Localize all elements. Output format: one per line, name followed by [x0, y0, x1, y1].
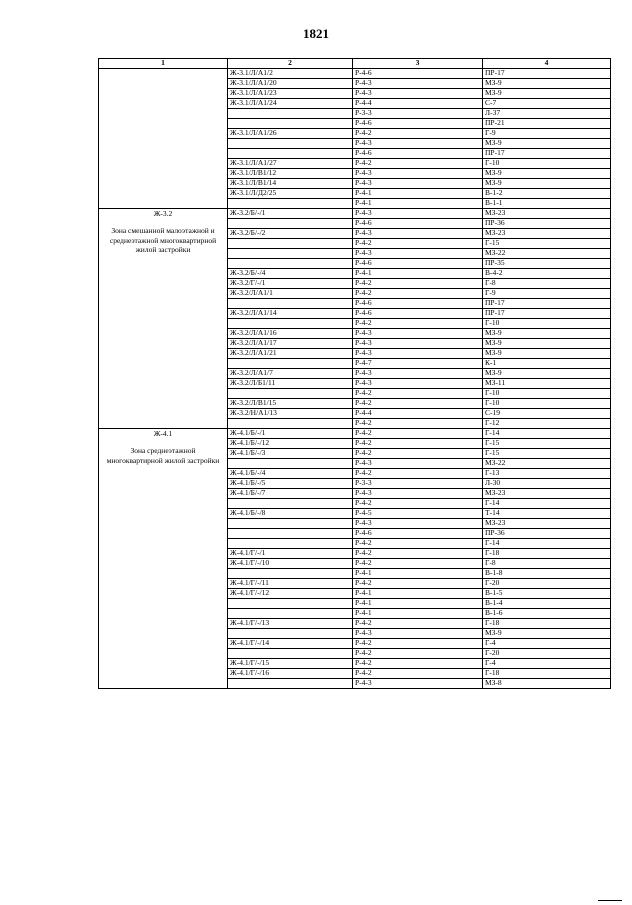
regulation-code-cell: Р-4-3 [353, 379, 483, 389]
object-code-cell: Г-20 [483, 579, 611, 589]
regulation-code-cell: Р-3-3 [353, 479, 483, 489]
territory-code-cell [228, 459, 353, 469]
page-number: 1821 [303, 26, 329, 41]
object-code-cell: С-7 [483, 99, 611, 109]
page-edge-mark [598, 900, 622, 901]
object-code-cell: МЗ-23 [483, 489, 611, 499]
regulation-code-cell: Р-4-3 [353, 629, 483, 639]
regulation-code-cell: Р-4-6 [353, 119, 483, 129]
territory-code-cell: Ж-4.1/Б/-/3 [228, 449, 353, 459]
regulation-code-cell: Р-4-2 [353, 649, 483, 659]
regulation-code-cell: Р-4-2 [353, 429, 483, 439]
regulation-code-cell: Р-4-3 [353, 349, 483, 359]
territory-code-cell: Ж-4.1/Г/-/13 [228, 619, 353, 629]
territory-code-cell: Ж-3.1/Л/А1/26 [228, 129, 353, 139]
zone-code: Ж-3.2 [153, 209, 173, 218]
object-code-cell: ПР-21 [483, 119, 611, 129]
object-code-cell: МЗ-9 [483, 369, 611, 379]
regulation-code-cell: Р-4-6 [353, 299, 483, 309]
territory-code-cell: Ж-3.2/Л/А1/14 [228, 309, 353, 319]
object-code-cell: ПР-17 [483, 299, 611, 309]
regulation-code-cell: Р-4-3 [353, 179, 483, 189]
regulation-code-cell: Р-4-1 [353, 189, 483, 199]
regulation-code-cell: Р-4-3 [353, 459, 483, 469]
object-code-cell: Г-14 [483, 539, 611, 549]
regulation-code-cell: Р-4-2 [353, 499, 483, 509]
territory-code-cell: Ж-3.1/Л/В1/12 [228, 169, 353, 179]
object-code-cell: С-19 [483, 409, 611, 419]
territory-code-cell [228, 219, 353, 229]
regulation-code-cell: Р-4-2 [353, 559, 483, 569]
object-code-cell: Г-15 [483, 439, 611, 449]
object-code-cell: К-1 [483, 359, 611, 369]
territory-code-cell: Ж-4.1/Г/-/16 [228, 669, 353, 679]
regulation-code-cell: Р-4-3 [353, 679, 483, 689]
territory-code-cell: Ж-3.1/Л/В1/14 [228, 179, 353, 189]
territory-code-cell: Ж-3.2/Б/-/2 [228, 229, 353, 239]
object-code-cell: Л-30 [483, 479, 611, 489]
territory-code-cell: Ж-3.1/Л/А1/2 [228, 69, 353, 79]
regulation-code-cell: Р-4-2 [353, 399, 483, 409]
object-code-cell: Г-18 [483, 549, 611, 559]
territory-code-cell: Ж-4.1/Г/-/1 [228, 549, 353, 559]
regulation-code-cell: Р-4-6 [353, 529, 483, 539]
territory-code-cell [228, 419, 353, 429]
regulation-code-cell: Р-4-2 [353, 449, 483, 459]
territory-code-cell: Ж-3.2/Л/А1/1 [228, 289, 353, 299]
territory-code-cell: Ж-4.1/Г/-/10 [228, 559, 353, 569]
regulation-code-cell: Р-4-6 [353, 149, 483, 159]
territory-code-cell [228, 539, 353, 549]
regulation-code-cell: Р-4-1 [353, 569, 483, 579]
regulation-code-cell: Р-4-2 [353, 659, 483, 669]
regulation-code-cell: Р-4-3 [353, 169, 483, 179]
territory-code-cell: Ж-4.1/Б/-/7 [228, 489, 353, 499]
table-row [99, 209, 611, 219]
territory-code-cell: Ж-4.1/Г/-/15 [228, 659, 353, 669]
regulation-code-cell: Р-4-2 [353, 159, 483, 169]
regulation-code-cell: Р-4-2 [353, 579, 483, 589]
object-code-cell: МЗ-9 [483, 329, 611, 339]
zone-description: Зона смешанной малоэтажной и среднеэтажной многоквартирной жилой застройки [109, 226, 217, 254]
object-code-cell: МЗ-9 [483, 169, 611, 179]
zone-cell [99, 209, 228, 429]
territory-code-cell [228, 259, 353, 269]
territory-code-cell [228, 139, 353, 149]
object-code-cell: Т-14 [483, 509, 611, 519]
object-code-cell: Г-10 [483, 399, 611, 409]
object-code-cell: ПР-36 [483, 219, 611, 229]
object-code-cell: Г-13 [483, 469, 611, 479]
regulation-code-cell: Р-4-3 [353, 329, 483, 339]
territory-code-cell: Ж-3.2/Л/В1/15 [228, 399, 353, 409]
object-code-cell: Г-12 [483, 419, 611, 429]
object-code-cell: ПР-17 [483, 309, 611, 319]
object-code-cell: В-1-5 [483, 589, 611, 599]
territory-code-cell: Ж-3.2/Л/А1/21 [228, 349, 353, 359]
object-code-cell: МЗ-23 [483, 209, 611, 219]
regulation-code-cell: Р-3-3 [353, 109, 483, 119]
regulation-code-cell: Р-4-3 [353, 249, 483, 259]
territory-code-cell: Ж-3.2/Л/А1/16 [228, 329, 353, 339]
object-code-cell: Г-18 [483, 619, 611, 629]
regulation-code-cell: Р-4-4 [353, 99, 483, 109]
regulation-code-cell: Р-4-1 [353, 609, 483, 619]
regulation-code-cell: Р-4-3 [353, 489, 483, 499]
regulation-code-cell: Р-4-3 [353, 209, 483, 219]
regulation-code-cell: Р-4-2 [353, 549, 483, 559]
territory-code-cell: Ж-3.2/Б/-/1 [228, 209, 353, 219]
territory-code-cell [228, 199, 353, 209]
regulation-code-cell: Р-4-3 [353, 339, 483, 349]
zone-cell [99, 69, 228, 209]
object-code-cell: Г-4 [483, 659, 611, 669]
object-code-cell: Г-20 [483, 649, 611, 659]
territory-code-cell: Ж-3.2/Б/-/4 [228, 269, 353, 279]
territory-code-cell [228, 609, 353, 619]
object-code-cell: МЗ-11 [483, 379, 611, 389]
regulation-code-cell: Р-4-6 [353, 309, 483, 319]
territory-code-cell: Ж-4.1/Б/-/1 [228, 429, 353, 439]
object-code-cell: Г-14 [483, 499, 611, 509]
header-row [99, 59, 611, 69]
territory-code-cell [228, 109, 353, 119]
territory-code-cell [228, 679, 353, 689]
regulation-code-cell: Р-4-6 [353, 69, 483, 79]
object-code-cell: МЗ-9 [483, 349, 611, 359]
regulation-code-cell: Р-4-3 [353, 519, 483, 529]
regulation-code-cell: Р-4-7 [353, 359, 483, 369]
regulation-code-cell: Р-4-1 [353, 269, 483, 279]
object-code-cell: Г-10 [483, 389, 611, 399]
object-code-cell: МЗ-22 [483, 459, 611, 469]
territory-code-cell: Ж-3.1/Л/А1/24 [228, 99, 353, 109]
territory-code-cell [228, 359, 353, 369]
object-code-cell: Г-9 [483, 289, 611, 299]
territory-code-cell [228, 599, 353, 609]
object-code-cell: МЗ-23 [483, 229, 611, 239]
object-code-cell: МЗ-22 [483, 249, 611, 259]
territory-code-cell [228, 499, 353, 509]
regulation-code-cell: Р-4-2 [353, 289, 483, 299]
territory-code-cell [228, 649, 353, 659]
table-row [99, 429, 611, 439]
regulation-code-cell: Р-4-2 [353, 129, 483, 139]
object-code-cell: В-1-1 [483, 199, 611, 209]
territory-code-cell: Ж-3.1/Л/Д2/25 [228, 189, 353, 199]
zone-cell [99, 429, 228, 689]
territory-code-cell: Ж-4.1/Г/-/11 [228, 579, 353, 589]
regulation-code-cell: Р-4-3 [353, 89, 483, 99]
object-code-cell: Г-8 [483, 279, 611, 289]
object-code-cell: ПР-35 [483, 259, 611, 269]
regulation-code-cell: Р-4-3 [353, 79, 483, 89]
object-code-cell: Г-10 [483, 319, 611, 329]
regulation-code-cell: Р-4-4 [353, 409, 483, 419]
territory-code-cell: Ж-3.1/Л/А1/27 [228, 159, 353, 169]
object-code-cell: Г-15 [483, 239, 611, 249]
object-code-cell: МЗ-9 [483, 79, 611, 89]
regulation-code-cell: Р-4-1 [353, 599, 483, 609]
regulation-code-cell: Р-4-2 [353, 639, 483, 649]
object-code-cell: МЗ-9 [483, 339, 611, 349]
object-code-cell: Г-14 [483, 429, 611, 439]
regulation-code-cell: Р-4-5 [353, 509, 483, 519]
column-header-1: 1 [99, 59, 228, 69]
zoning-table [98, 58, 611, 689]
territory-code-cell: Ж-4.1/Б/-/12 [228, 439, 353, 449]
object-code-cell: В-4-2 [483, 269, 611, 279]
territory-code-cell: Ж-4.1/Г/-/12 [228, 589, 353, 599]
territory-code-cell: Ж-4.1/Б/-/4 [228, 469, 353, 479]
object-code-cell: МЗ-23 [483, 519, 611, 529]
object-code-cell: МЗ-9 [483, 89, 611, 99]
territory-code-cell: Ж-4.1/Г/-/14 [228, 639, 353, 649]
object-code-cell: В-1-2 [483, 189, 611, 199]
object-code-cell: В-1-8 [483, 569, 611, 579]
table-row [99, 69, 611, 79]
regulation-code-cell: Р-4-2 [353, 279, 483, 289]
column-header-3: 3 [353, 59, 483, 69]
object-code-cell: В-1-6 [483, 609, 611, 619]
territory-code-cell: Ж-4.1/Б/-/8 [228, 509, 353, 519]
territory-code-cell: Ж-3.2/Л/А1/7 [228, 369, 353, 379]
regulation-code-cell: Р-4-1 [353, 589, 483, 599]
regulation-code-cell: Р-4-6 [353, 219, 483, 229]
regulation-code-cell: Р-4-3 [353, 229, 483, 239]
column-header-4: 4 [483, 59, 611, 69]
territory-code-cell [228, 569, 353, 579]
territory-code-cell: Ж-3.1/Л/А1/23 [228, 89, 353, 99]
regulation-code-cell: Р-4-2 [353, 539, 483, 549]
territory-code-cell: Ж-3.2/Г/-/1 [228, 279, 353, 289]
object-code-cell: Г-15 [483, 449, 611, 459]
object-code-cell: Г-10 [483, 159, 611, 169]
regulation-code-cell: Р-4-6 [353, 259, 483, 269]
territory-code-cell [228, 239, 353, 249]
territory-code-cell [228, 249, 353, 259]
zone-code: Ж-4.1 [153, 429, 173, 438]
territory-code-cell [228, 519, 353, 529]
territory-code-cell: Ж-4.1/Б/-/5 [228, 479, 353, 489]
object-code-cell: Л-37 [483, 109, 611, 119]
territory-code-cell [228, 299, 353, 309]
column-header-2: 2 [228, 59, 353, 69]
territory-code-cell [228, 119, 353, 129]
regulation-code-cell: Р-4-2 [353, 619, 483, 629]
regulation-code-cell: Р-4-3 [353, 369, 483, 379]
territory-code-cell: Ж-3.2/Л/А1/17 [228, 339, 353, 349]
territory-code-cell: Ж-3.2/Л/Б1/11 [228, 379, 353, 389]
object-code-cell: В-1-4 [483, 599, 611, 609]
territory-code-cell [228, 319, 353, 329]
territory-code-cell [228, 529, 353, 539]
regulation-code-cell: Р-4-2 [353, 239, 483, 249]
object-code-cell: МЗ-9 [483, 139, 611, 149]
territory-code-cell [228, 629, 353, 639]
regulation-code-cell: Р-4-2 [353, 669, 483, 679]
territory-code-cell [228, 149, 353, 159]
zone-description: Зона среднеэтажной многоквартирной жилой застройки [106, 446, 220, 465]
object-code-cell: ПР-36 [483, 529, 611, 539]
territory-code-cell: Ж-3.1/Л/А1/20 [228, 79, 353, 89]
object-code-cell: Г-18 [483, 669, 611, 679]
territory-code-cell [228, 389, 353, 399]
regulation-code-cell: Р-4-2 [353, 389, 483, 399]
regulation-code-cell: Р-4-2 [353, 469, 483, 479]
regulation-code-cell: Р-4-1 [353, 199, 483, 209]
object-code-cell: МЗ-9 [483, 629, 611, 639]
object-code-cell: МЗ-9 [483, 179, 611, 189]
object-code-cell: Г-9 [483, 129, 611, 139]
object-code-cell: Г-8 [483, 559, 611, 569]
regulation-code-cell: Р-4-2 [353, 419, 483, 429]
object-code-cell: ПР-17 [483, 149, 611, 159]
object-code-cell: ПР-17 [483, 69, 611, 79]
regulation-code-cell: Р-4-2 [353, 439, 483, 449]
territory-code-cell: Ж-3.2/Н/А1/13 [228, 409, 353, 419]
regulation-code-cell: Р-4-3 [353, 139, 483, 149]
object-code-cell: Г-4 [483, 639, 611, 649]
regulation-code-cell: Р-4-2 [353, 319, 483, 329]
object-code-cell: МЗ-8 [483, 679, 611, 689]
